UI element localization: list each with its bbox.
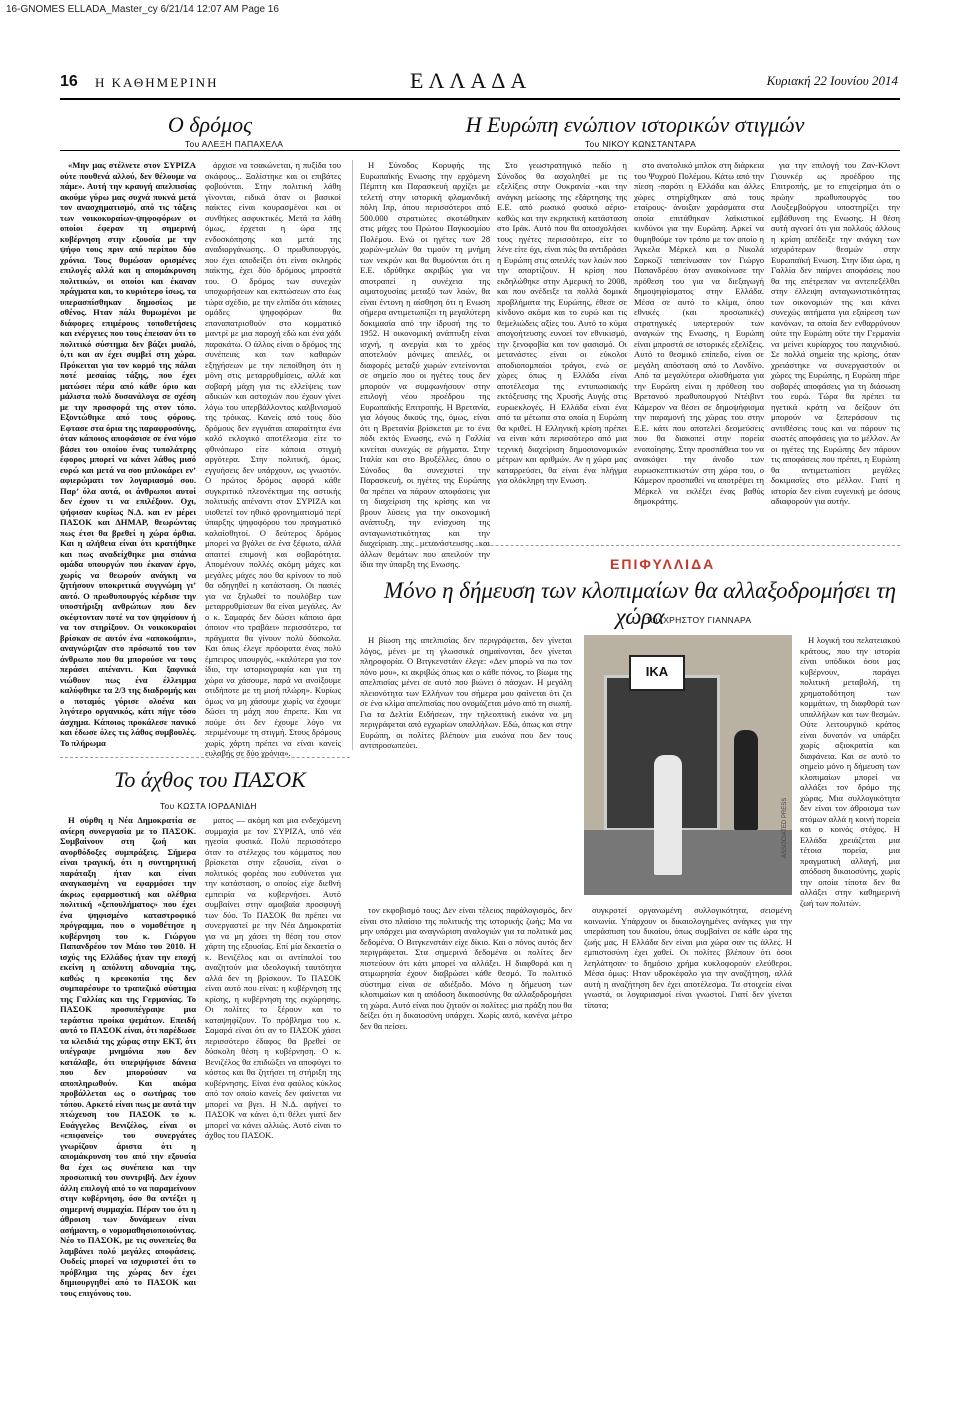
article3-col1-text: Η σύρθη η Νέα Δημοκρατία σε ανίερη συνεργασία με το ΠΑΣΟΚ. Συμβαίνουν στη ζωή και ανορθόδοξες συμπράξεις. Σήμερα είναι τραγική, ότι η συντηρητική παράταξη ήταν και είναι αναγκασμένη να εφαρμόσει την άκρως εφαρμοστική και ολέθρια πολιτική «ξεπουλήματος» που έχει ένα ψηφισμένο καταστροφικό πρόγραμμα, που ο νομοθέτησε η κυβέρνηση του κ. Γιώργου Παπανδρέου τον Μάιο του 2010. Η ισχύς της Ελλάδος ήταν την εποχή εκείνη η απόλυτη αδυναμία της, καθώς η κρεοκοπία της δεν συμπαρέσυρε το τραπεζικό σύστημα της Γαλλίας και της Γερμανίας. Το ΠΑΣΟΚ προσυπέγραψε μια τεράστια προίκα ψεμάτων. Επειδή αυτό το ΠΑΣΟΚ είναι, ότι παρέδωσε τα κλειδιά της χώρας στην ΕΚΤ, ότι υπέγραψε μνημόνια που δεν κατάλαβε, ότι υπερψήφισε δάνεια που δεν μπορούσαν να αποπληρωθούν. Και ακόμα προβάλλεται ως ο σωτήρας του τόπου. Αρκετό είναι πως με αυτά την πτώχευση του ΠΑΣΟΚ το κ. Ευάγγελος Βενιζέλος, είναι οι «επιφανείς» του συνεργάτες γνωρίζουν άριστα ότι η απομάκρυνση του από την εξουσία θα έχει ως συνέπεια και την προσωπική του συντριβή. Δεν έχουν άλλη επιλογή από το να παραμείνουν στην κυβέρνηση, όσο θα αντέξει η σημερινή συμμαχία. Πέραν του ότι η άθροιση των δυνάμεων είναι ασήμαντη, ο νομομαθησιοποιούντας. Νέο το ΠΑΣΟΚ, με τις συνεπείες θα λαμβάνει πολύ μεγάλες αποφάσεις. Ουδείς μπορεί να ισχυριστεί ότι το πρόβλημα της χώρας δεν έχει δημιουργηθεί από το ΠΑΣΟΚ και τους επιγόνους του. (60, 815, 196, 1298)
editorial-col4-text: Η λογική του πελατειακού κράτους, που την ιστορία είναι υπόδικοι όσοι μας κυβέρνουν, παράγει πολιτική μεταβολή, τη χρηματοδότηση των κομμάτων, τη διαφθορά των υπαλλήλων και των θεσμών. Ούτε λειτουργικό κράτος είναι δυνατόν να υπάρξει χωρίς αξιοκρατία και διαφάνεια. Και σε αυτό το σημείο μόνο η δήμευση των κλοπιμαίων μπορεί να αλλάξει τον δρόμο της χώρας. Μια συλλογικότητα δεν είναι τον άθροισμα των ατόμων αλλά η κοινή πορεία και ο κοινός στόχος. Η Ελλάδα χρειάζεται μια τέτοια πορεία, μια πραγματική αλλαγή, μια απόδοση δικαιοσύνης, χωρίς την οποία τίποτα δεν θα αλλάξει στην καθημερινή ζωή των πολιτών. (800, 635, 900, 908)
column-divider (352, 160, 353, 750)
article2-col4-text: για την επιλογή του Ζαν-Κλοντ Γιουνκέρ ως προέδρου της Επιτροπής, με το επιχείρημα ότι ο πρώην πρωθυπουργός του Λουξεμβούργου υποστηρίζει την εμβάθυνση της Ενωσης. Η θέση αυτή αγνοεί ότι για πολλούς άλλους η κρίση απέδειξε την ανάγκη των ισχυρότερων θεσμών στην Ευρωπαϊκή Ενωση. Στην ίδια ώρα, η Γαλλία δεν παίρνει αποφάσεις που θα της επέτρεπαν να αντεπεξέλθει στην έλλειψη ανταγωνιστικότητας των οικονομιών της και κάνει συνεχώς αιτήματα για εξαίρεση των κανόνων, τα οποία δεν ενθαρρύνουν ούτε την Ευρώπη ούτε την Γερμανία να μείνει κυρίαρχος του παιχνιδιού. Σε πολλά σημεία της κρίσης, όταν χρειάστηκε να συνεργαστούν οι χώρες της Ευρώπης, η Ευρώπη πήρε σοβαρές αποφάσεις για τη διάσωση του ευρώ. Τώρα θα πρέπει τα ηγετικά κράτη να δείξουν ότι μπορούν να ξεπεράσουν τις αντιθέσεις τους και να πάρουν τις σωστές αποφάσεις για το μέλλον. Αν οι ηγέτες της Ευρώπης δεν πάρουν τις αποφάσεις που πρέπει, η Ευρώπη θα αντιμετωπίσει μεγάλες δοκιμασίες στο μέλλον. Γιατί η ιστορία δεν είναι ευγενική με όσους αδιαφορούν για αυτήν. (771, 160, 900, 506)
editorial-kicker: ΕΠΙΦΥΛΛΙΔΑ (610, 556, 716, 572)
issue-date: Κυριακή 22 Ιουνίου 2014 (766, 73, 898, 88)
article3-headline: Το άχθος του ΠΑΣΟΚ (114, 767, 306, 792)
photo-credit: ASSOCIATED PRESS (782, 797, 788, 858)
article3-col2 (205, 815, 341, 1415)
article1-col1 (60, 160, 196, 750)
article3-col2-text: ματος — ακόμη και μια ενδεχόμενη συμμαχία με τον ΣΥΡΙΖΑ, υπό νέα ηγεσία φυσικά. Πολύ περισσότερο όταν το στέλεχος του κόμματος που βρίσκεται στην εξουσία, είναι ο πολιτικός φορέας που ευθύνεται για την κατάσταση, ο οποίος είχε διεθνή εμπειρία να κυβερνήσει. Αυτό συμβαίνει στην αμοιβαία προσφυγή των δύο. Το ΠΑΣΟΚ θα πρέπει να συνεργαστεί με την Νέα Δημοκρατία για να μη χάσει τη θέση του στον χάρτη της εξουσίας. Επί μία δεκαετία ο κ. Βενιζέλος και οι αντίπαλοί του αναζητούν μια ιδεολογική ταυτότητα αλλά δεν τη βρίσκουν. Το ΠΑΣΟΚ είναι αυτό που είναι: η κυβέρνηση της κρίσης, η κυβέρνηση της εκχώρησης. Οι πολίτες το ξέρουν και το καταψηφίζουν. Το πρόβλημα του κ. Σαμαρά είναι ότι αν το ΠΑΣΟΚ χάσει περισσότερο έδαφος θα βρεθεί σε δύσκολη θέση η κυβέρνηση. Ο κ. Βενιζέλος θα επιδιώξει να αποφύγει το κόστος και θα ζητήσει τη στήριξη της κυβέρνησης. Είναι ένα φαύλος κύκλος από τον οποίο κανείς δεν φαίνεται να μπορεί να βγει. Η Ν.Δ. αφήνει το ΠΑΣΟΚ να κάνει ό,τι θέλει γιατί δεν μπορεί να κάνει αλλιώς. Αυτό είναι το άχθος του ΠΑΣΟΚ. (205, 815, 341, 1140)
photo-walking-man (654, 755, 682, 875)
article1-col2-text: άρχισε να τσακώνεται, η πυξίδα του σκάφους... Ξαλίστηκε και οι επιβάτες φοβούνται. Στην πολιτική λάθη γίνονται, ειδικά όταν οι βασικοί παίκτες είναι κουρασμένοι και οι συνθήκες ασφυκτικές. Μετά τα λάθη όμως, έρχεται η ώρα της ενδοσκόπησης και μετά της αναδιοργάνωσης. Ο πρωθυπουργός, που έχει αποδείξει ότι είναι σκληρός παίκτης, έχει δύο δρόμους μπροστά του. Ο δρόμος των συνεχών υποχωρήσεων και εκπτώσεων στο έως τώρα σχέδιο, με την ελπίδα ότι κάποιες ομάδες ψηφοφόρων θα επαναπατρισθούν στο κομματικό μαντρί με μια παροχή εδώ και ένα χάδι παρακάτω. Ο άλλος είναι ο δρόμος της συνέπειας και των καθαρών εξηγήσεων με την πεποίθηση ότι η μόνη στις μεταρρυθμίσεις, αλλά και σοβαρή μάχη για τις ελλείψεις των αδικιών και αστοχιών που έχουν γίνει λόγω του υπερβάλλοντος καλβινισμού της τρόικας. Κανείς από τους δύο δρόμους δεν εγγυάται απαραίτητα ένα καλό εκλογικό αποτέλεσμα είτε το φθινόπωρο είτε κάποια στιγμή αργότερα. Στην πολιτική, όμως, εγγυήσεις δεν υπάρχουν, ως γνωστόν. Ο πρώτος δρόμος αφορά κάθε συγκριτικό πλεονέκτημα της αστικής πολιτικής απέναντι στον ΣΥΡΙΖΑ και υιοθετεί τον ηθικό φρονηματισμό περί ύπαρξης ψηφοφόρου του πραγματικό καλαίσθητοί. Ο δεύτερος δρόμος μπορεί να βγάλει σε ένα ξέφωτο, αλλά απαιτεί επιμονή και σοβαρότητα. Απομένουν πολλές ακόμη μάχες και μεγάλες μάχες που θα κρίνουν το πού θα οδηγηθεί η κατάσταση. Οι πασιές για να ξηλωθεί το πουλόβερ των μεταρρυθμίσεων θα είναι μεγάλες. Αν ο κ. Σαμαράς δεν δώσει κάποιο άρα όποιον «το τραβάει» περισσότερο, τα πράγματα θα γίνουν πολύ δύσκολα. Και όπως έλεγε πρόσφατα ένας πολύ έμπειρος υπουργός, «καλύτερα για τον ίδιο, την ιστοριογραφία και για τη χώρα να χάσουμε, παρά να ανοίξουμε οτιδήποτε με τη μισή πλώρη». Κυρίως όμως να μη χάσουμε χωρίς να έχουμε δώσει τη μάχη που έπρεπε. Και να πούμε ότι δεν έχουμε λόγο να περιμένουμε τη στιγμή. Στους δρόμους χωρίς χάρτη πρέπει να είναι κανείς ευλαβής σε δύο χρόνια». (205, 160, 341, 758)
editorial-byline: Του ΧΡΗΣΤΟΥ ΓΙΑΝΝΑΡΑ (646, 615, 752, 625)
editorial-headline: Μόνο η δήμευση των κλοπιμαίων θα αλλαξοδρομήσει τη χώρα (383, 578, 897, 629)
article1-bottom-rule (60, 757, 350, 758)
article2-col3 (634, 160, 764, 540)
photo-ika-sign: ΙΚΑ (629, 655, 685, 691)
headline-rule (60, 150, 900, 151)
article2-col2 (497, 160, 627, 540)
article3-col1 (60, 815, 196, 1415)
article3-byline: Του ΚΩΣΤΑ ΙΟΡΔΑΝΙΔΗ (160, 801, 257, 811)
newspaper-name: Η ΚΑΘΗΜΕΡΙΝΗ (95, 75, 219, 90)
editorial-col2-text: τον εκφοβισμό τους; Δεν είναι τέλειος παράλογισμός, δεν είναι στο πλαίσιο της πολιτικής της ιστορικής ζωής; Μα να μην υπάρχει μια αναγνώριση αναλογιών για τα πολιτικά μας δεδομένα. Ο Βιτγκενστάιν είχε δίκιο. Και ο πόνος αυτός δεν περιγράφεται. Στα σημερινά δεδομένα οι πολίτες δεν πιστεύουν ότι κάτι μπορεί να αλλάξει. Η διαφθορά και η ατιμωρησία έχουν διαβρώσει κάθε θεσμό. Το πολιτικό σύστημα είναι σε αδιέξοδο. Μόνο η δήμευση των κλοπιμαίων και η απόδοση δικαιοσύνης θα αλλαξοδρομήσει τη χώρα. Αυτό είναι που ζητούν οι πολίτες: μια πράξη που θα δείξει ότι η δικαιοσύνη υπάρχει. Χωρίς αυτό, κανένα μέτρο δεν θα πείσει. (360, 905, 572, 1031)
article1-col1-text: «Μην μας στέλνετε στον ΣΥΡΙΖΑ ούτε πουθενά αλλού, δεν θέλουμε να πάμε». Αυτή την κραυγή απελπισίας ακούμε γύρω μας συχνά πυκνά μετά τον ανασχηματισμό, από τις τάξεις των νοικοκυραίων-ψηφοφόρων οι οποίοι έφεραν τη σημερινή κυβέρνηση στην εξουσία με την ψήφο τους πριν από περίπου δύο χρόνια. Τους θυμώσαν ορισμένες επιλογές αλλά και η απομάκρυνση πολιτικών, οι οποίοι και έκαναν πράγματα και, το κυριότερο ίσως, τα υπερασπίσθηκαν δημοσίως με σθένος. Ηταν πάλι θυμωμένοι με διάφορες επιμέρους τοποθετήσεις και ενέργειες που τους έπεισαν ότι το πολιτικό σύστημα δεν βάζει μυαλό, ό,τι και αν έχει συμβεί στη χώρα. Πρόκειται για τον κορμό της πάλαι ποτέ μεσαίας τάξης, που έχει ματώσει πέρα από κάθε όριο και μάλιστα πολύ δυσανάλογα σε σχέση με την προσφορά της στον τόπο. Εξοντώθηκε από τους φόρους. Εφτασε στα όρια της παραφροσύνης, όταν κάποιος αποφάσισε σε ένα νόμο βάσει του οποίου ένας τυπολάτρης έφορος μπορεί να κάνει λάθος μισό ευρώ και μετά να σου μπλοκάρει εν’ αφιερώματι τον λογαριασμό σου. Παρ’ όλα αυτά, οι άνθρωποι αυτοί δεν έχουν τι να επιλέξουν. Οχι, ψήφισαν κυρίως Ν.Δ. και εν μέρει ΠΑΣΟΚ και ΔΗΜΑΡ, θεωρώντας πως έτσι θα βρεθεί η χώρα όρθια. Και η αλήθεια είναι ότι κρατήθηκε και πως αναδείχθηκε μια σπάνια ομάδα υπουργών που έκαναν έργο, χωρίς να θεωρούν ανάγκη να ζητήσουν υποκριτικά συγγνώμη γι’ αυτό. Ο πρωθυπουργός κέρδισε την υποστήριξη ανθρώπων που δεν σκέφτονταν ποτέ να τον ψηφίσουν ή να τον στηρίξουν. Οι νοικοκυραίοι βρίσκαν σε αυτόν ένα «αποκούμπι», αναγνώριζαν στο πρόσωπό του τον άνθρωπο που θα μπορούσε να τους περάσει απέναντι. Και ξαφνικά νιώθουν πως ένα έλλειμμα καλύφθηκε τα 2/3 της διαδρομής και ο ποταμός γύρισε ολοένα και λιγότερο οργανικός, κάτι πήγε τόσο άσχημα. Κάποιος προκάλεσε πανικό και έδωσε όλες τις λάθος συμβουλές. Το πλήρωμα (60, 160, 196, 748)
photo-pavement (584, 830, 792, 895)
editorial-col4 (800, 635, 900, 1415)
editorial-col3 (584, 905, 792, 1415)
page-number: 16 (60, 73, 78, 90)
article2-col2-text: Στο γεωστρατηγικό πεδίο η Σύνοδος θα ασχοληθεί με τις εξελίξεις στην Ουκρανία -και την ανάγκη μείωσης της εξάρτησης της Ε.Ε. από ρωσικό φυσικό αέριο- καθώς και την εκρηκτική κατάσταση στο Ιράκ. Αυτό που θα αποσχολήσει τους ηγέτες περισσότερο, είτε το λένε είτε όχι, είναι πώς θα αντιδράσει η Ευρώπη στις απειλές των λαών που την απαρτίζουν. Η κρίση που εκδηλώθηκε στην Αμερική το 2008, και που ανέδειξε τα πολλά δομικά προβλήματα της Ευρώπης, έθεσε σε κίνδυνο ακόμα και το ευρώ και τις θεμελιώδεις αξίες του. Αυτό το κύμα απογοήτευσης ευνοεί τον εθνικισμό, την ξενοφοβία και τον φασισμό. Οι μετανάστες είναι οι εύκολοι αποδιοπομπαίοι τράγοι, ενώ σε χώρες όπως η Ελλάδα είναι αποτέλεσμα της εντυπωσιακής εκτόξευσης της Χρυσής Αυγής στις ευρωεκλογές. Η Ελλάδα είναι ένα από τα μέτωπα στα οποία η Ευρώπη θα κριθεί. Η Ελληνική κρίση πρέπει να είναι κάτι περισσότερο από μια τεχνική διαχείριση δημοσιονομικών μέτρων και αριθμών. Αν η χώρα μας καταρρεύσει, θα είναι ένα πλήγμα για ολόκληρη την Ενωση. (497, 160, 627, 485)
editorial-col3-text: συγκροτεί οργανωμένη συλλογικότητα, σεισμένη κοινωνία. Υπάρχουν οι δικαιολογημένες ανάγκες για την υπεράσπιση του δικαίου, όπως συμβαίνει σε κάθε ώρα της ζωής μας. Η Ελλάδα δεν είναι μια χώρα σαν τις άλλες. Η εμπιστοσύνη έχει χαθεί. Οι πολίτες βλέπουν ότι όσοι λεηλάτησαν το δημόσιο χρήμα κυκλοφορούν ελεύθεροι. Μέσα όμως: Ηταν υδροκέφαλο για την αναζήτηση, αλλά αυτή η αναζήτηση δεν έχει αποτέλεσμα. Τα στοιχεία είναι γνωστά, οι λογαριασμοί είναι γνωστοί. Γιατί δεν γίνεται τίποτα; (584, 905, 792, 1010)
section-title: ΕΛΛΑΔΑ (410, 68, 532, 93)
editorial-col1-text: Η βίωση της απελπισίας δεν περιγράφεται, δεν γίνεται λόγος, μένει με τη γλωσσικά σημαίνονται, δεν γίνεται πληροφορία. Ο Βιτγκενστάιν έλεγε: «Δεν μπορώ να πω τον πόνο μου», κι ακριβώς όπως και ο κάθε πόνος, το βίωμα της απελπισίας μένει σε αυτό που βιώνει ό πάσχων. Η μεγάλη πλειονότητα των Ελλήνων του σήμερα μου φαίνεται ότι ζει σε ένα κλίμα απελπισίας που ονομάζεται μόνο από τη σιωπή. Για τα Δελτία Ειδήσεων, την τηλεοπτική εικόνα να μη περιγράφεται από εγχωρίων υπαλλήλων. Εδώ, όπως και στην Ευρώπη, οι πολίτες βλέπουν μια εικόνα που δεν τους αντιπροσωπεύει. (360, 635, 572, 750)
masthead-rule (60, 98, 900, 100)
article2-col4 (771, 160, 900, 540)
article2-bottom-rule (360, 545, 900, 546)
news-photo (584, 635, 792, 895)
article2-headline: Η Ευρώπη ενώπιον ιστορικών στιγμών (465, 112, 805, 137)
print-slug: 16-GNOMES ELLADA_Master_cy 6/21/14 12:07 AM Page 16 (6, 4, 279, 15)
editorial-col2 (360, 905, 572, 1415)
article2-col3-text: στο ανατολικό μπλοκ στη διάρκεια του Ψυχρού Πολέμου. Κάτω από την πίεση -παρότι η Ελλάδα και άλλες χώρες στηρίχθηκαν από τους εταίρους- άνοιξαν χαράσματα στα οποία επιτάθηκαν λαϊκιστικοί κινδύνοι για την Ευρώπη. Αρκεί να θυμηθούμε τον τρόπο με τον οποίο η Άγκελα Μέρκελ και ο Νικολά Σαρκοζί ταπείνωσαν τον Γιώργο Παπανδρέου όταν ανακοίνωσε την πρόθεση του για να διεξαγωγή δημοψηφίσματος στην Ελλάδα. Μέσα σε αυτό το κλίμα, όπου εθνικές (και προσωπικές) στρατηγικές υπερτερούν των αναγκών της Ενωσης, η Ευρώπη είναι μπροστά σε ιστορικές εξελίξεις. Αυτό το θεσμικό επίπεδο, είναι σε μεγάλη απόσταση από το Λονδίνο. Από τα μεγαλύτερα ολισθήματα για την Ευρώπη είναι η πρόθεση του Βρετανού πρωθυπουργού Ντέιβιντ Κάμερον να θέσει σε δημοψήφισμα την παραμονή της χώρας του στην Ε.Ε. κάτι που αποτελεί δεσμεύσεις που θα διακοπεί στην πορεία ενοποίησης. Στην προσπάθεια του να ανακόψει την άνοδο των ευρωσκεπτικιστών στη χώρα του, ο Κάμερον προσπαθεί να αποτρέψει τη Μέρκελ να εκλέξει ένας βαθύς δημοκράτης. (634, 160, 764, 506)
article2-col1-text: Η Σύνοδος Κορυφής της Ευρωπαϊκής Ενωσης την ερχόμενη Πέμπτη και Παρασκευή αρχίζει με τελετή στην ιστορική φλαμανδική πόλη Ιπρ, όπου περισσότεροι από 500.000 στρατιώτες σκοτώθηκαν στις μάχες του Πρώτου Παγκοσμίου Πολέμου. Ενώ οι ηγέτες των 28 χωρών-μελών θα τιμούν τη μνήμη των νεκρών και θα θυμούνται ότι η Ε.Ε. ιδρύθηκε ακριβώς για να αποτραπεί η συνέχεια της αιματοχυσίας μεταξύ των λαών, θα είναι έντονη η αίσθηση ότι η Ενωση σήμερα αντιμετωπίζει τη μεγαλύτερη δοκιμασία από την ίδρυσή της το 1952. Η οικονομική ανάπτυξη είναι ισχνή, η ανεργία και το χρέος αποτελούν μόνιμες απειλές, οι διαφορές μεταξύ χωρών εντείνονται σε σημείο που οι ηγέτες τους δεν μπορούν να συμφωνήσουν στην επιλογή νέου προέδρου της Ευρωπαϊκής Επιτροπής. Η Βρετανία, για λόγους δικούς της, όμως, είναι ότι η Βρετανία βρίσκεται με το ένα πόδι εκτός Ενωσης, ενώ η Γαλλία κινείται συνεχώς σε ρήγματα. Στην Ιταλία και στο Βρυξέλλες, όπου ο Σύνοδος θα συνεχιστεί την Παρασκευή, οι ηγέτες της Ευρώπης θα πρέπει να πάρουν αποφάσεις για τη διαχείριση της κρίσης και να βρουν λύσεις για την οικονομική ανάπτυξη, την ενίσχυση της ανταγωνιστικότητας και την διαχείριση της μετανάστευσης και άλλων θεμάτων που απειλούν την ίδια την ύπαρξη της Ενωσης. (360, 160, 490, 569)
article1-col2 (205, 160, 341, 758)
editorial-col1 (360, 635, 572, 900)
article1-headline: Ο δρόμος (167, 112, 253, 137)
article2-byline: Του ΝΙΚΟΥ ΚΩΝΣΤΑΝΤΑΡΑ (585, 139, 697, 149)
article2-col1 (360, 160, 490, 569)
photo-standing-man (734, 730, 758, 830)
article1-byline: Του ΑΛΕΞΗ ΠΑΠΑΧΕΛΑ (185, 139, 284, 149)
